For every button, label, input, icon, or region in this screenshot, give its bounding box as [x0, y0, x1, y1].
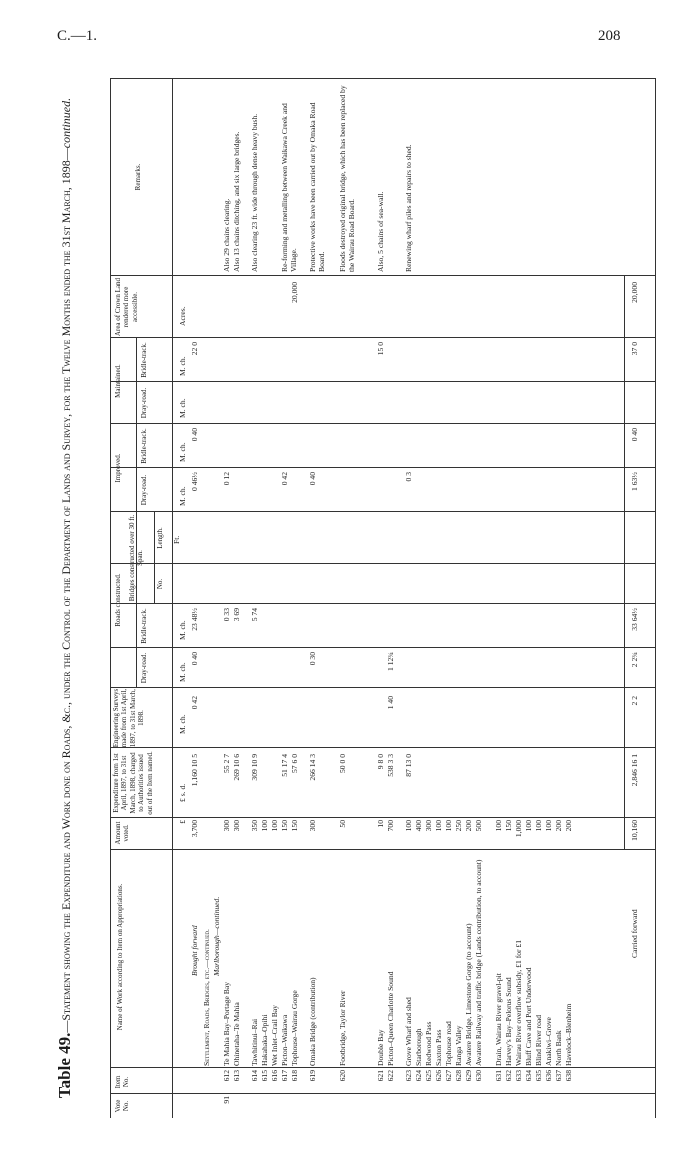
cell-remarks: Also clearing 23 ft. wide through dense heavy bush. — [250, 113, 259, 272]
cell-amount: 100 — [434, 820, 443, 832]
cell-exp: 266 14 3 — [308, 754, 317, 781]
cell-item: 632 — [504, 1070, 513, 1082]
cell-name: Te Mahia Bay–Portage Bay — [222, 981, 231, 1066]
cell-name: Wairau River overflow subsidy, £1 for £1 — [514, 939, 523, 1066]
cell-amount: 150 — [280, 820, 289, 832]
cell-amount: 150 — [504, 820, 513, 832]
cell-item: 619 — [308, 1070, 317, 1082]
cell-main-bridle: 15 0 — [376, 342, 385, 356]
col-header-roads-constructed: Roads constructed. — [114, 573, 122, 627]
cell-item: 623 — [404, 1070, 413, 1082]
footer-amount: 10,160 — [630, 820, 639, 841]
cell-name: Picton–Waikawa — [280, 1014, 289, 1066]
cell-imp-dray: 0 46½ — [190, 472, 199, 491]
table-row — [232, 78, 242, 1118]
cell-name: Settlement, Roads, Bridges, etc.—continued. — [202, 929, 211, 1066]
table-row — [564, 78, 574, 1118]
table-row — [250, 78, 260, 1118]
cell-item: 617 — [280, 1070, 289, 1082]
cell-item: 637 — [554, 1070, 563, 1082]
cell-exp: 57 6 0 — [290, 754, 299, 773]
cell-item: 620 — [338, 1070, 347, 1082]
cell-amount: 100 — [404, 820, 413, 832]
cell-item: 613 — [232, 1070, 241, 1082]
cell-exp: 309 10 9 — [250, 754, 259, 781]
cell-name: Blind River road — [534, 1014, 543, 1066]
cell-item: 624 — [414, 1070, 423, 1082]
cell-con-dray: 0 40 — [190, 652, 199, 666]
cell-name: Hakahaka–Opihi — [260, 1014, 269, 1066]
cell-amount: 100 — [524, 820, 533, 832]
table-caption: —Statement showing the Expenditure and Work done on Roads, &c., under the Control of the Department of Lands and Survey, for the Twelve Months ended the 31st March, 1898— — [59, 148, 73, 1033]
cell-eng: 1 40 — [386, 696, 395, 710]
cell-imp-bridle: 0 40 — [190, 428, 199, 442]
unit-con-bridle: M. ch. — [178, 620, 187, 640]
unit-main-bridle: M. ch. — [178, 356, 187, 376]
table-caption-continued: continued. — [59, 97, 73, 149]
cell-item: 630 — [474, 1070, 483, 1082]
column-rule — [110, 423, 655, 424]
table-row — [270, 78, 280, 1118]
cell-exp: 1,160 10 5 — [190, 754, 199, 787]
cell-item: 612 — [222, 1070, 231, 1082]
col-header-item: Item No. — [114, 1075, 131, 1089]
cell-name: Picton–Queen Charlotte Sound — [386, 971, 395, 1066]
cell-amount: 300 — [232, 820, 241, 832]
column-rule — [110, 647, 655, 648]
cell-name: Tophouse–Wairau Gorge — [290, 990, 299, 1066]
cell-imp-dray: 0 3 — [404, 472, 413, 482]
table-title — [55, 78, 104, 1118]
cell-item: 636 — [544, 1070, 553, 1082]
cell-item: 631 — [494, 1070, 503, 1082]
table-row — [338, 78, 356, 1118]
rotated-table-page — [55, 78, 658, 1118]
cell-item: 625 — [424, 1070, 433, 1082]
cell-item: 621 — [376, 1070, 385, 1082]
cell-name: Omaka Bridge (contribution) — [308, 977, 317, 1066]
table-top-rule — [110, 78, 111, 1118]
unit-imp-dray: M. ch. — [178, 486, 187, 506]
cell-amount: 500 — [474, 820, 483, 832]
table-row — [260, 78, 270, 1118]
cell-item: 633 — [514, 1070, 523, 1082]
cell-name: Anakiwi–Grove — [544, 1017, 553, 1066]
cell-name: Grove Wharf and shed — [404, 997, 413, 1066]
cell-name: Brought forward — [190, 925, 199, 976]
header-bottom-rule — [172, 78, 173, 1118]
cell-amount: 300 — [222, 820, 231, 832]
footer-acres: 20,000 — [630, 282, 639, 303]
carried-forward-row — [630, 78, 640, 1118]
cell-name: Ranga Valley — [454, 1025, 463, 1066]
cell-amount: 100 — [544, 820, 553, 832]
table-row — [376, 78, 386, 1118]
total-rule — [624, 276, 625, 850]
cell-con-bridle: 0 33 — [222, 608, 231, 622]
cell-remarks: Also 13 chains ditching, and six large bridges. — [232, 131, 241, 272]
cell-remarks: Also 29 chains clearing. — [222, 198, 231, 272]
col-header-main-bridle: Bridle-track. — [140, 342, 148, 378]
column-rule — [110, 1067, 655, 1068]
unit-amount: £ — [178, 820, 187, 824]
cell-item: 622 — [386, 1070, 395, 1082]
col-header-engineering: Engineering Surveys made from 1st April, 1897, to 31st March, 1898. — [112, 688, 146, 748]
table-right-rule — [110, 78, 655, 79]
table-bottom-rule — [655, 78, 656, 1118]
cell-item: 635 — [534, 1070, 543, 1082]
cell-exp: 538 3 3 — [386, 754, 395, 777]
cell-amount: 150 — [290, 820, 299, 832]
cell-amount: 400 — [414, 820, 423, 832]
cell-amount: 300 — [308, 820, 317, 832]
cell-main-bridle: 22 0 — [190, 342, 199, 356]
col-header-bridges-length: Length. — [156, 527, 164, 549]
column-rule — [110, 817, 655, 818]
cell-amount: 10 — [376, 820, 385, 828]
cell-amount: 1,000 — [514, 820, 523, 838]
cell-name: Ohinetaha–Te Mahia — [232, 1002, 241, 1066]
cell-item: 615 — [260, 1070, 269, 1082]
table-row — [524, 78, 534, 1118]
cell-remarks: Floods destroyed original bridge, which has been replaced by the Wairau Road Board. — [338, 85, 356, 272]
cell-vote: 91 — [222, 1096, 231, 1104]
cell-name: Redwood Pass — [424, 1021, 433, 1066]
col-header-maintained: Maintained. — [114, 364, 122, 398]
table-row — [494, 78, 504, 1118]
cell-amount: 100 — [260, 820, 269, 832]
cell-amount: 100 — [494, 820, 503, 832]
table-row — [386, 78, 396, 1118]
cell-exp: 9 8 0 — [376, 754, 385, 770]
cell-name: Tawhitinui–Rai — [250, 1018, 259, 1066]
subheader-rule — [136, 338, 137, 688]
table-row — [514, 78, 524, 1118]
footer-con-bridle: 33 64½ — [630, 608, 639, 631]
cell-exp: 55 2 7 — [222, 754, 231, 773]
cell-name: Marlborough—continued. — [212, 896, 221, 976]
footer-expenditure: 2,846 16 1 — [630, 754, 639, 787]
table-row — [544, 78, 554, 1118]
table-row — [444, 78, 454, 1118]
cell-imp-dray: 0 40 — [308, 472, 317, 486]
col-header-imp-bridle: Bridle-track. — [140, 428, 148, 464]
cell-name: Harvey's Bay–Pelorus Sound — [504, 977, 513, 1066]
col-header-bridges: Bridges constructed over 30 ft. Span. — [128, 514, 145, 602]
footer-con-dray: 2 2¾ — [630, 652, 639, 668]
table-row — [554, 78, 564, 1118]
unit-expenditure: £ s. d. — [178, 783, 187, 802]
footer-imp-dray: 1 63½ — [630, 472, 639, 491]
column-rule — [110, 849, 655, 850]
unit-acres: Acres. — [178, 306, 187, 326]
cell-remarks: Renewing wharf piles and repairs to shed. — [404, 144, 413, 272]
table-row — [404, 78, 414, 1118]
column-rule — [110, 687, 655, 688]
cell-amount: 200 — [554, 820, 563, 832]
cell-amount: 300 — [424, 820, 433, 832]
cell-amount: 100 — [270, 820, 279, 832]
footer-engineering: 2 2 — [630, 696, 639, 706]
cell-exp: 51 17 4 — [280, 754, 289, 777]
cell-name: Awatere Railway and traffic bridge (Lands contribution, to account) — [474, 859, 483, 1066]
table-row — [308, 78, 326, 1118]
cell-con-bridle: 5 74 — [250, 608, 259, 622]
table-row — [474, 78, 484, 1118]
col-header-con-dray: Dray-road. — [140, 652, 148, 684]
table-row — [464, 78, 474, 1118]
unit-imp-bridle: M. ch. — [178, 442, 187, 462]
column-rule — [110, 563, 655, 564]
cell-amount: 50 — [338, 820, 347, 828]
col-header-improved: Improved. — [114, 453, 122, 483]
cell-con-dray: 1 12¾ — [386, 652, 395, 671]
col-header-bridges-no: No. — [156, 578, 164, 590]
cell-exp: 87 13 0 — [404, 754, 413, 777]
cell-name: North Bank — [554, 1030, 563, 1066]
cell-remarks: Re-forming and metalling between Waikawa Creek and Village. — [280, 103, 298, 272]
cell-item: 627 — [444, 1070, 453, 1082]
column-rule — [110, 467, 655, 468]
column-rule — [110, 747, 655, 748]
cell-eng: 0 42 — [190, 696, 199, 710]
cell-amount: 250 — [454, 820, 463, 832]
table-row — [202, 78, 212, 1118]
cell-name: Awatere Bridge, Limestone Gorge (to account) — [464, 923, 473, 1066]
unit-bridge-length: Ft. — [172, 535, 181, 544]
cell-exp: 50 0 0 — [338, 754, 347, 773]
cell-amount: 200 — [464, 820, 473, 832]
footer-name: Carried forward — [630, 909, 639, 958]
cell-name: Starborough — [414, 1028, 423, 1066]
cell-amount: 100 — [444, 820, 453, 832]
column-rule — [110, 603, 655, 604]
bridges-subheader-rule — [154, 512, 155, 604]
col-header-expenditure: Expenditure from 1st April, 1897, to 31st March, 1898, charged to Authorities issued out of the Item named. — [112, 751, 154, 815]
cell-amount: 200 — [564, 820, 573, 832]
unit-main-dray: M. ch. — [178, 398, 187, 418]
footer-imp-bridle: 0 40 — [630, 428, 639, 442]
unit-engineering: M. ch. — [178, 714, 187, 734]
col-header-vote: Vote No. — [114, 1099, 131, 1113]
col-header-main-dray: Dray-road. — [140, 387, 148, 419]
cell-imp-dray: 0 12 — [222, 472, 231, 486]
table-row — [222, 78, 232, 1118]
footer-main-bridle: 37 0 — [630, 342, 639, 356]
cell-con-dray: 0 30 — [308, 652, 317, 666]
cell-item: 628 — [454, 1070, 463, 1082]
cell-item: 618 — [290, 1070, 299, 1082]
table-label: Table 49. — [55, 1032, 74, 1099]
table-row — [434, 78, 444, 1118]
cell-item: 638 — [564, 1070, 573, 1082]
cell-acres: 20,000 — [290, 282, 299, 303]
cell-amount: 350 — [250, 820, 259, 832]
cell-item: 626 — [434, 1070, 443, 1082]
table-row — [534, 78, 544, 1118]
page-number: 208 — [598, 28, 621, 44]
cell-name: Bluff Cave and Port Underwood — [524, 967, 533, 1066]
cell-name: Drain, Wairau River gravel-pit — [494, 973, 503, 1066]
cell-remarks: Also, 5 chains of sea-wall. — [376, 191, 385, 272]
table-row — [190, 78, 200, 1118]
col-header-con-bridle: Bridle-track. — [140, 608, 148, 644]
col-header-amount: Amount voted. — [114, 821, 131, 845]
column-rule — [110, 511, 655, 512]
col-header-crown-land: Area of Crown Land rendered more accessible. — [114, 277, 139, 337]
col-header-remarks: Remarks. — [134, 163, 142, 191]
column-rule — [110, 1093, 655, 1094]
cell-name: Havelock–Blenheim — [564, 1003, 573, 1066]
table-row — [414, 78, 424, 1118]
statement-table — [110, 78, 658, 1118]
cell-item: 614 — [250, 1070, 259, 1082]
table-row — [454, 78, 464, 1118]
cell-item: 634 — [524, 1070, 533, 1082]
cell-name: Saxton Pass — [434, 1029, 443, 1066]
cell-con-bridle: 3 69 — [232, 608, 241, 622]
table-row — [290, 78, 300, 1118]
column-rule — [110, 275, 655, 276]
table-row — [424, 78, 434, 1118]
cell-item: 616 — [270, 1070, 279, 1082]
col-header-imp-dray: Dray-road. — [140, 474, 148, 506]
cell-amount: 700 — [386, 820, 395, 832]
cell-name: Wet Inlet–Crail Bay — [270, 1005, 279, 1066]
cell-name: Tophouse road — [444, 1021, 453, 1066]
column-rule — [110, 381, 655, 382]
cell-exp: 269 10 6 — [232, 754, 241, 781]
cell-item: 629 — [464, 1070, 473, 1082]
cell-name: Footbridge, Taylor River — [338, 990, 347, 1066]
page-code: C.—1. — [57, 28, 98, 44]
cell-name: Double Bay — [376, 1029, 385, 1066]
cell-imp-dray: 0 42 — [280, 472, 289, 486]
unit-con-dray: M. ch. — [178, 662, 187, 682]
cell-amount: 3,700 — [190, 820, 199, 838]
cell-amount: 100 — [534, 820, 543, 832]
column-rule — [110, 337, 655, 338]
table-row — [212, 78, 222, 1118]
table-row — [504, 78, 514, 1118]
cell-con-bridle: 23 48½ — [190, 608, 199, 631]
cell-remarks: Protective works have been carried out by Omaka Road Board. — [308, 102, 326, 272]
col-header-name: Name of Work according to Item on Appropriations. — [116, 883, 124, 1031]
